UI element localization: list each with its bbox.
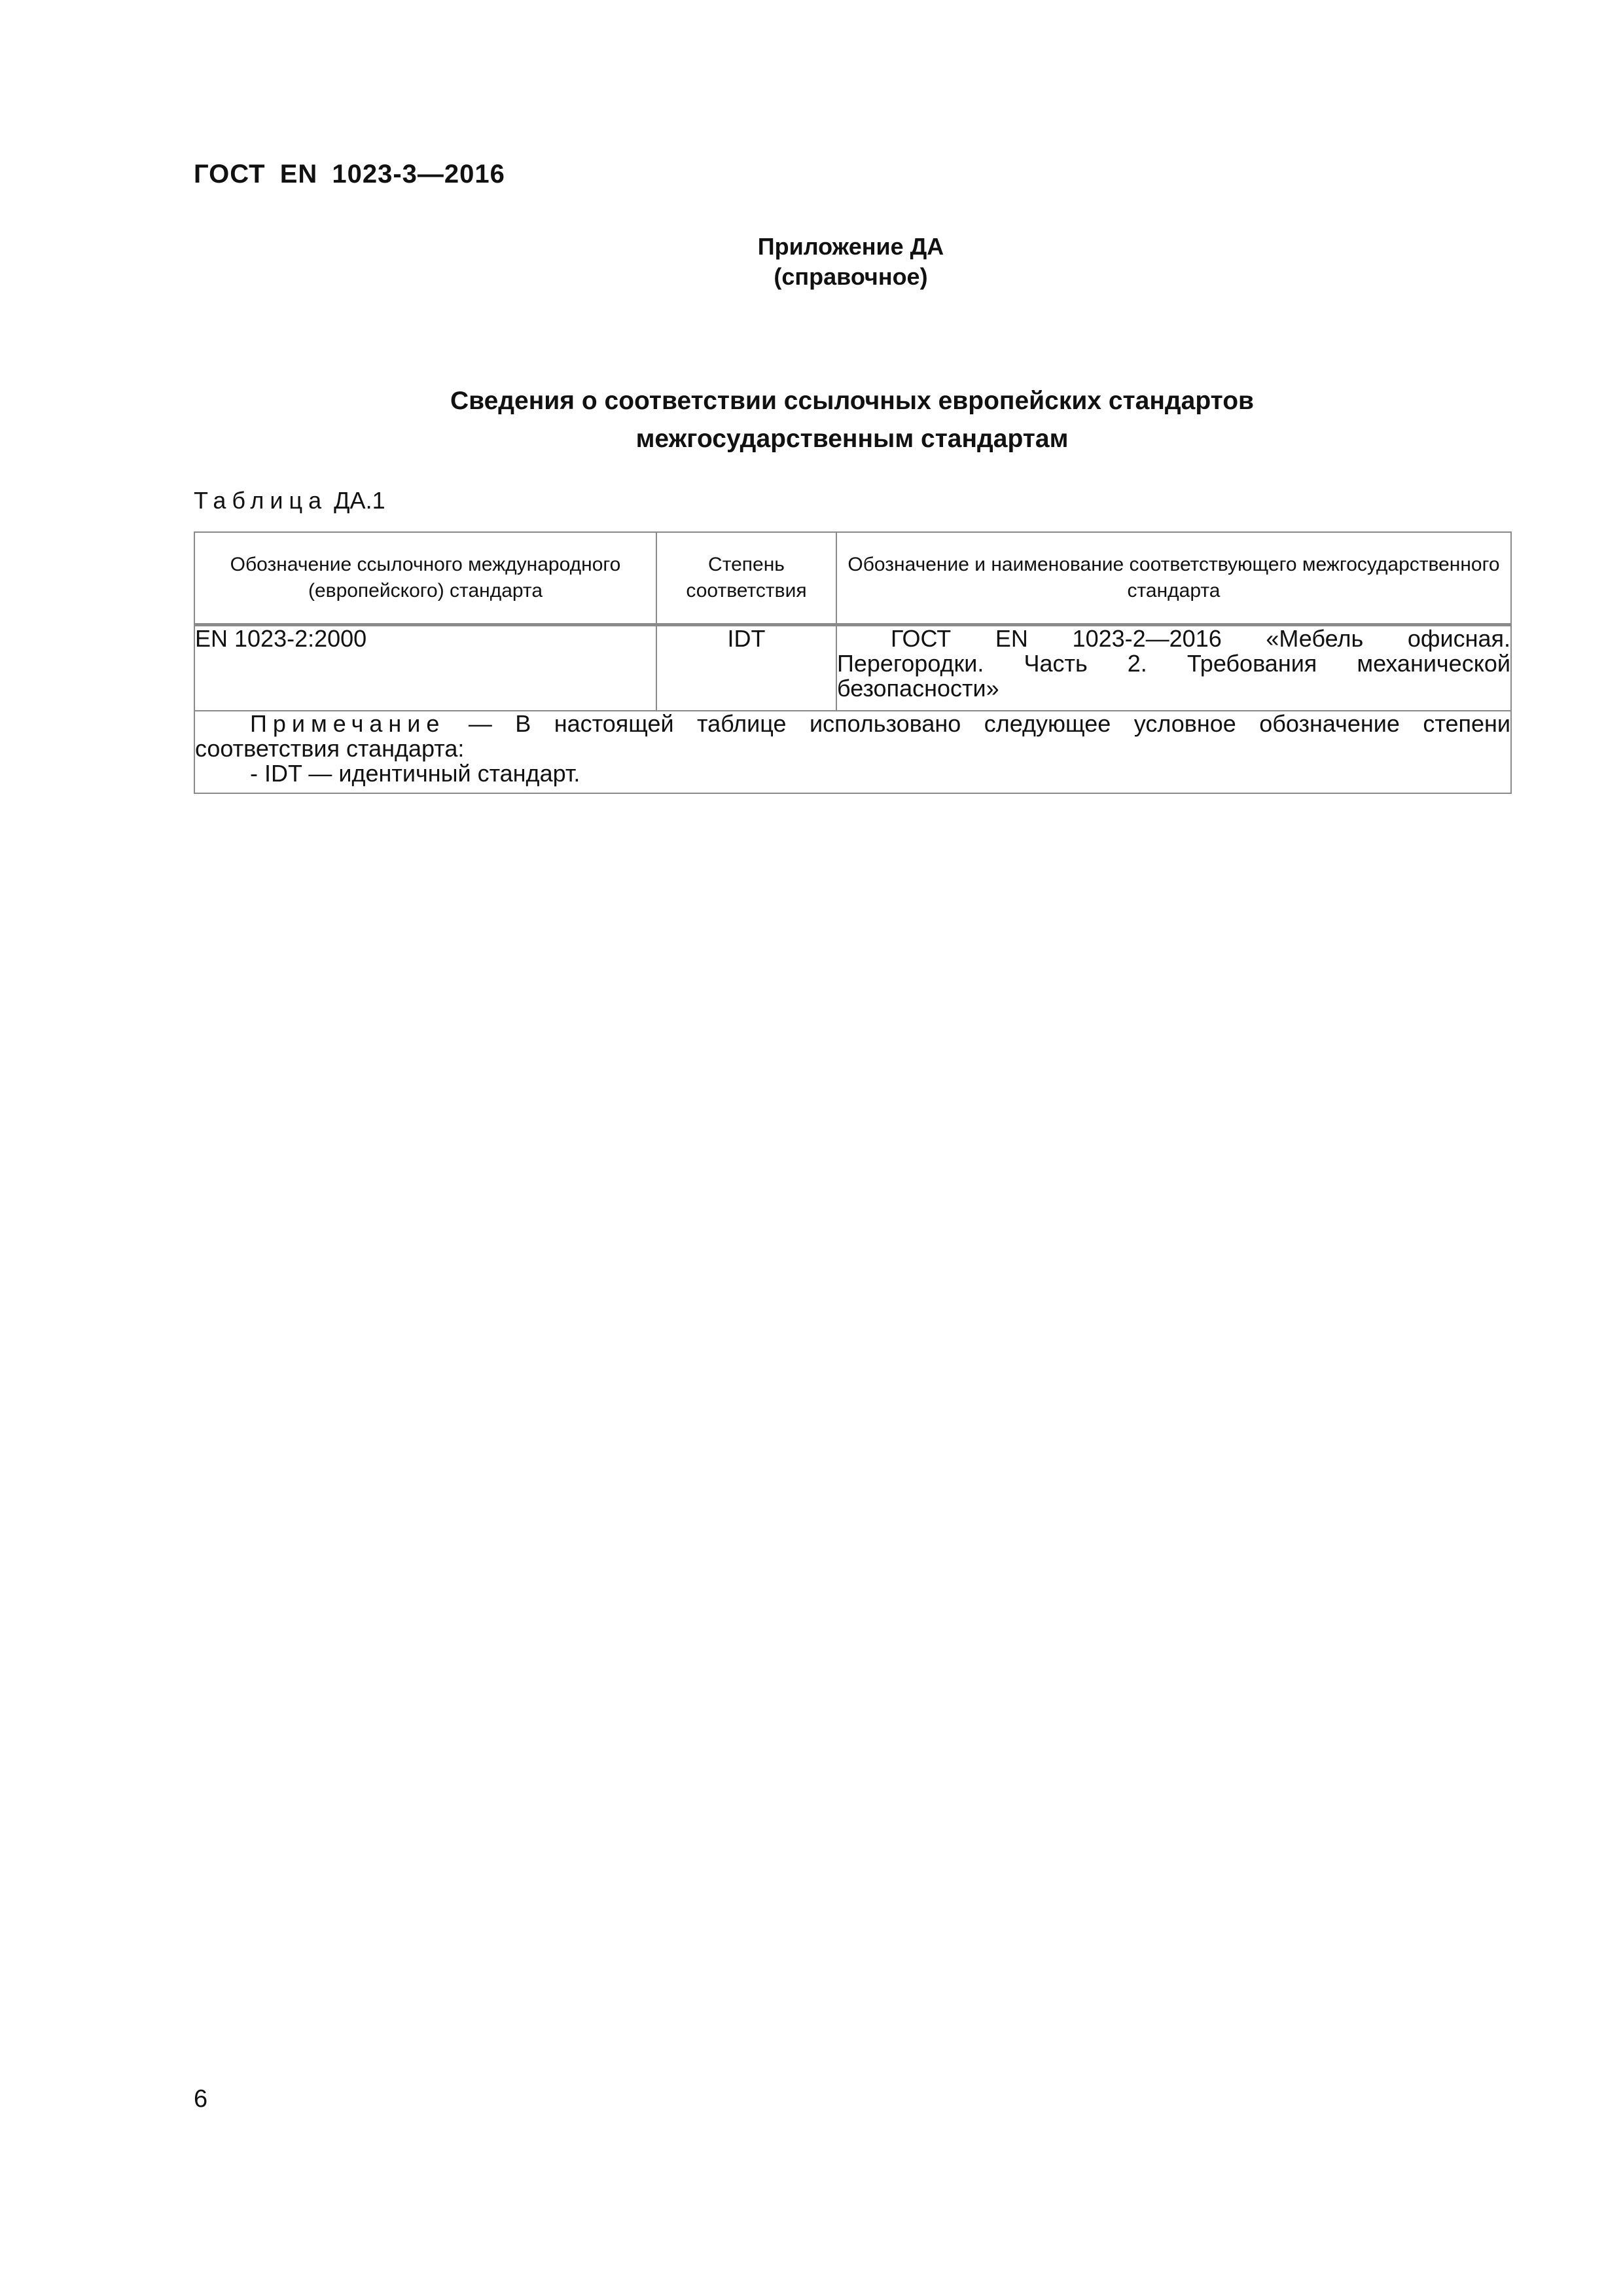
section-title-line-2: межгосударственным стандартам xyxy=(635,425,1069,453)
reference-standard-cell: EN 1023-2:2000 xyxy=(194,625,656,711)
column-header-reference-standard: Обозначение ссылочного международного (европейского) стандарта xyxy=(194,532,656,625)
table-caption-number: ДА.1 xyxy=(334,487,385,514)
table-caption-word: Таблица xyxy=(194,487,328,514)
page-number: 6 xyxy=(194,2085,208,2113)
table-note xyxy=(194,711,1511,793)
document-designation: ГОСТ EN 1023-3—2016 xyxy=(194,160,505,188)
appendix-heading xyxy=(628,232,1073,292)
interstate-standard-cell xyxy=(836,625,1511,711)
table-row xyxy=(194,625,1511,711)
section-title xyxy=(194,382,1510,458)
appendix-title: Приложение ДА xyxy=(757,233,944,260)
table-note-row xyxy=(194,711,1511,793)
note-text: — В настоящей таблице использовано следующее условное обозначение степени соответствия стандарта: xyxy=(195,710,1510,762)
interstate-standard-text: ГОСТ EN 1023-2—2016 «Мебель офисная. Перегородки. Часть 2. Требования механической безопасности» xyxy=(837,625,1510,702)
note-item: - IDT — идентичный стандарт. xyxy=(250,760,580,787)
appendix-type: (справочное) xyxy=(774,263,928,290)
degree-cell: IDT xyxy=(656,625,836,711)
note-label: Примечание xyxy=(250,710,446,737)
table-caption xyxy=(194,487,385,514)
column-header-degree: Степень соответствия xyxy=(656,532,836,625)
section-title-line-1: Сведения о соответствии ссылочных европейских стандартов xyxy=(450,387,1255,415)
table-header-row xyxy=(194,532,1511,625)
correspondence-table xyxy=(194,531,1512,794)
column-header-interstate-standard: Обозначение и наименование соответствующего межгосударственного стандарта xyxy=(836,532,1511,625)
